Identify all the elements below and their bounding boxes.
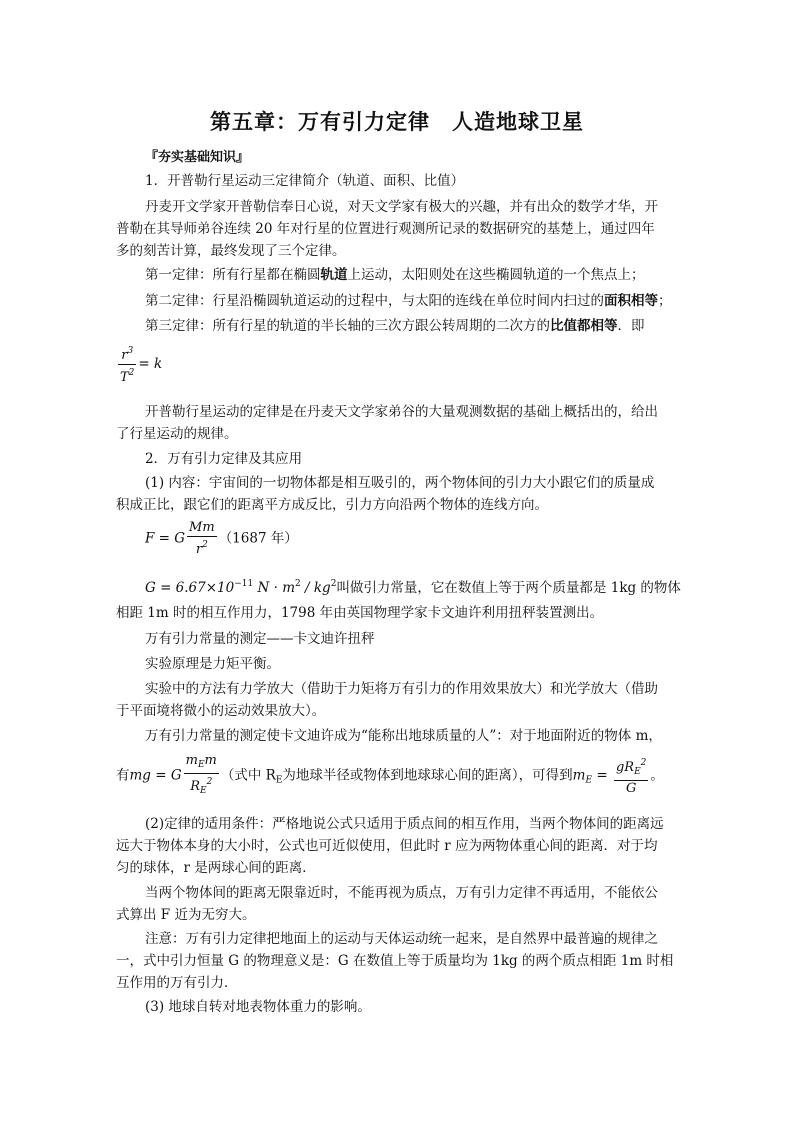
gravitation-heading: 2．万有引力定律及其应用	[145, 451, 303, 467]
chapter-title	[0, 106, 794, 136]
kepler-law-1: 第一定律：所有行星都在椭圆轨道上运动，太阳则处在这些椭圆轨道的一个焦点上；	[145, 267, 645, 283]
paragraph-line: 匀的球体，r 是两球心间的距离．	[116, 860, 316, 876]
chapter-title-main: 第五章：万有引力定律	[210, 110, 430, 134]
kepler-formula: $\frac{r^3}{T^2}$ = k	[116, 343, 162, 386]
paragraph-line: 多的刻苦计算，最终发现了三个定律。	[116, 243, 346, 259]
paragraph-line: (3) 地球自转对地表物体重力的影响。	[145, 999, 371, 1015]
gravitational-constant-line: $G = 6.67\times 10^{-11}$ $N \cdot m^2 / kg^2$叫做引力常量，它在数值上等于两个质量都是 1kg 的物体	[145, 579, 681, 596]
paragraph-line: 开普勒行星运动的定律是在丹麦天文学家弟谷的大量观测数据的基础上概括出的，给出	[145, 404, 658, 420]
paragraph-line: 积成正比，跟它们的距离平方成反比，引力方向沿两个物体的连线方向。	[116, 497, 548, 513]
paragraph-line: 于平面境将微小的运动效果放大）。	[116, 703, 326, 719]
earth-mass-formula: 有mg = G $\frac{m_Em}{R_E^2}$ （式中 $R_E$为地球半径或物体到地球球心间的距离），可得到$m_E$ = $\frac{gR_E^2}{G}$ 。	[116, 753, 664, 796]
paragraph-line: 当两个物体间的距离无限靠近时，不能再视为质点，万有引力定律不再适用，不能依公	[145, 885, 658, 901]
paragraph-line: 式算出 F 近为无穷大。	[116, 907, 256, 923]
paragraph-line: 远大于物体本身的大小时，公式也可近似使用，但此时 r 应为两物体重心间的距离．对于均	[116, 838, 658, 854]
paragraph-line: 实验原理是力矩平衡。	[145, 656, 280, 672]
paragraph-line: 万有引力常量的测定——卡文迪许扭秤	[145, 631, 375, 647]
paragraph-line: 注意：万有引力定律把地面上的运动与天体运动统一起来，是自然界中最普遍的规律之	[145, 931, 658, 947]
paragraph-line: 互作用的万有引力．	[116, 975, 238, 991]
paragraph-line: 普勒在其导师弟谷连续 20 年对行星的位置进行观测所记录的数据研究的基楚上，通过四年	[116, 221, 655, 237]
kepler-law-3: 第三定律：所有行星的轨道的半长轴的三次方跟公转周期的二次方的比值都相等．即	[145, 318, 645, 334]
kepler-law-2: 第二定律：行星沿椭圆轨道运动的过程中，与太阳的连线在单位时间内扫过的面积相等；	[145, 293, 672, 309]
kepler-heading: 1．开普勒行星运动三定律简介（轨道、面积、比值）	[145, 173, 465, 189]
paragraph-line: 丹麦开文学家开普勒信奉日心说，对天文学家有极大的兴趣，并有出众的数学才华，开	[145, 199, 658, 215]
paragraph-line: 万有引力常量的测定使卡文迪许成为“能称出地球质量的人”：对于地面附近的物体 m，	[145, 728, 662, 744]
paragraph-line: (2)定律的适用条件：严格地说公式只适用于质点间的相互作用，当两个物体间的距离远	[145, 816, 664, 832]
gravitation-formula: F = G $\frac{Mm}{r^2}$ （1687 年）	[145, 520, 298, 557]
paragraph-line: (1) 内容：宇宙间的一切物体都是相互吸引的，两个物体间的引力大小跟它们的质量成	[145, 475, 655, 491]
paragraph-line: 相距 1m 时的相互作用力，1798 年由英国物理学家卡文迪许利用扭秤装置测出。	[116, 605, 604, 621]
paragraph-line: 实验中的方法有力学放大（借助于力矩将万有引力的作用效果放大）和光学放大（借助	[145, 681, 658, 697]
paragraph-line: 了行星运动的规律。	[116, 426, 238, 442]
chapter-title-sub: 人造地球卫星	[452, 110, 584, 134]
section-heading: 『夯实基础知识』	[145, 150, 250, 165]
paragraph-line: 一，式中引力恒量 G 的物理意义是：G 在数值上等于质量均为 1kg 的两个质点相距 1m 时相	[116, 953, 674, 969]
